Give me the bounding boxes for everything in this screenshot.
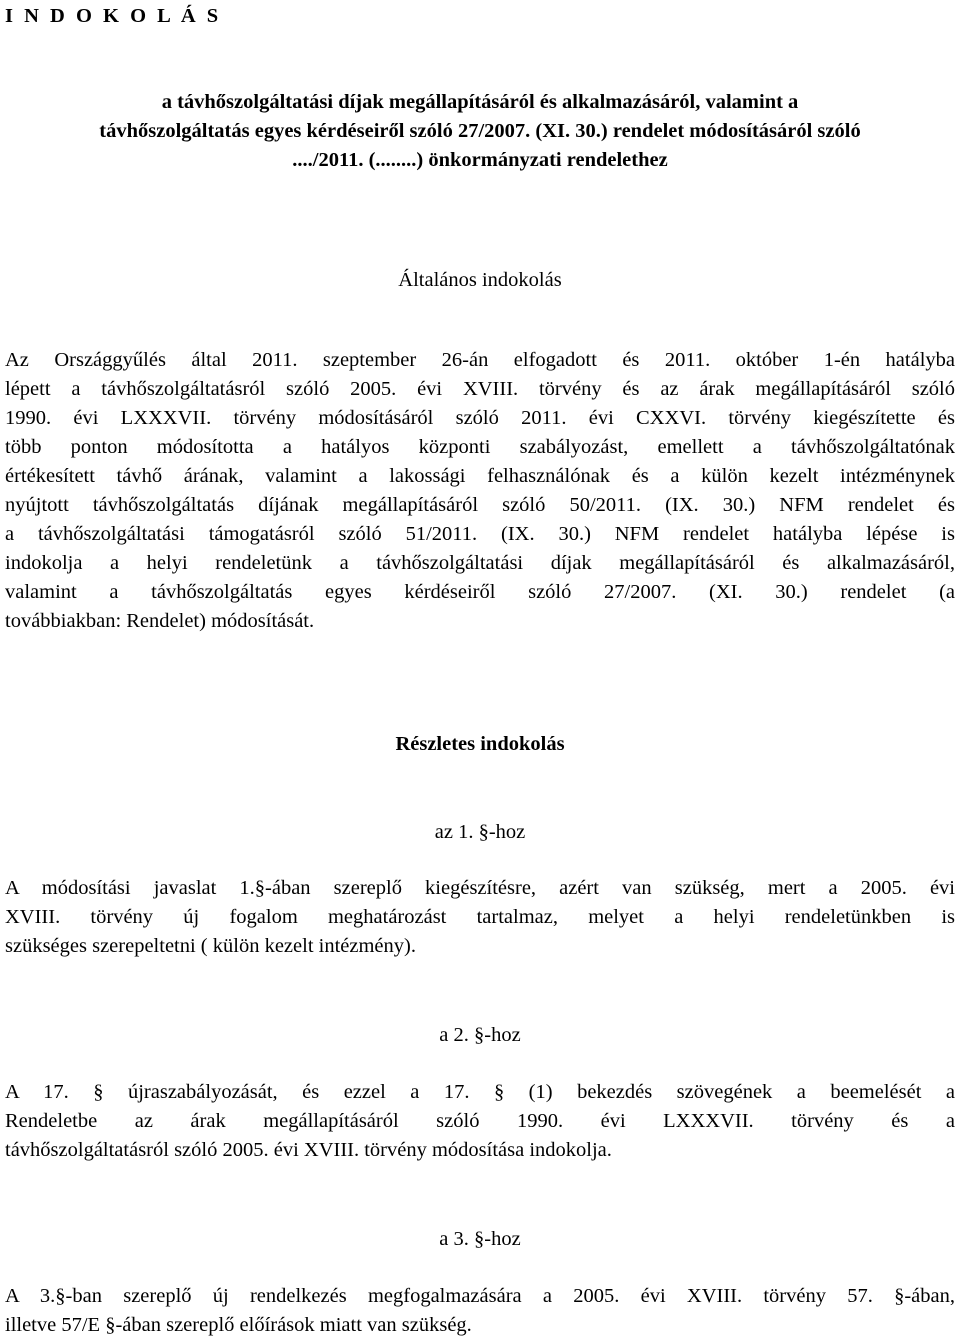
section-1-line: A módosítási javaslat 1.§-ában szereplő kiegészítésre, azért van szükség, mert a 2005. évi xyxy=(5,877,955,899)
general-paragraph-line: indokolja a helyi rendeletünk a távhőszolgáltatási díjak megállapításáról és alkalmazásáról, xyxy=(5,552,955,574)
general-paragraph-line: több ponton módosította a hatályos központi szabályozást, emellett a távhőszolgáltatónak xyxy=(5,436,955,458)
section-3-line: A 3.§-ban szereplő új rendelkezés megfogalmazására a 2005. évi XVIII. törvény 57. §-ában, xyxy=(5,1285,955,1307)
section-2-line: Rendeletbe az árak megállapításáról szóló 1990. évi LXXXVII. törvény és a xyxy=(5,1110,955,1132)
general-paragraph-line: értékesített távhő árának, valamint a lakossági felhasználónak és a külön kezelt intézménynek xyxy=(5,465,955,487)
document-title: I N D O K O L Á S xyxy=(5,5,222,27)
general-paragraph-line: 1990. évi LXXXVII. törvény módosításáról szóló 2011. évi CXXVI. törvény kiegészítette és xyxy=(5,407,955,429)
general-paragraph-line: a távhőszolgáltatási támogatásról szóló 51/2011. (IX. 30.) NFM rendelet hatályba lépése is xyxy=(5,523,955,545)
section-2-line: távhőszolgáltatásról szóló 2005. évi XVIII. törvény módosítása indokolja. xyxy=(5,1139,612,1161)
section-2-label: a 2. §-hoz xyxy=(439,1024,521,1046)
general-paragraph-line: lépett a távhőszolgáltatásról szóló 2005. évi XVIII. törvény és az árak megállapításáról szóló xyxy=(5,378,955,400)
section-1-line: XVIII. törvény új fogalom meghatározást tartalmaz, melyet a helyi rendeletünkben is xyxy=(5,906,955,928)
general-heading: Általános indokolás xyxy=(398,269,562,291)
section-1-label: az 1. §-hoz xyxy=(434,821,526,843)
general-paragraph-line: valamint a távhőszolgáltatás egyes kérdéseiről szóló 27/2007. (XI. 30.) rendelet (a xyxy=(5,581,955,603)
section-3-label: a 3. §-hoz xyxy=(439,1228,521,1250)
subtitle-line-3: ..../2011. (........) önkormányzati rendelethez xyxy=(292,149,668,171)
subtitle-line-2: távhőszolgáltatás egyes kérdéseiről szóló 27/2007. (XI. 30.) rendelet módosításáról szóló xyxy=(99,120,861,142)
section-2-line: A 17. § újraszabályozását, és ezzel a 17. § (1) bekezdés szövegének a beemelését a xyxy=(5,1081,955,1103)
general-paragraph-line: továbbiakban: Rendelet) módosítását. xyxy=(5,610,315,632)
subtitle-line-1: a távhőszolgáltatási díjak megállapításáról és alkalmazásáról, valamint a xyxy=(161,91,799,113)
general-paragraph-line: nyújtott távhőszolgáltatás díjának megállapításáról szóló 50/2011. (IX. 30.) NFM rendelet és xyxy=(5,494,955,516)
detailed-heading: Részletes indokolás xyxy=(395,733,565,755)
section-3-line: illetve 57/E §-ában szereplő előírások miatt van szükség. xyxy=(5,1314,472,1336)
section-1-line: szükséges szerepeltetni ( külön kezelt intézmény). xyxy=(5,935,416,957)
general-paragraph-line: Az Országgyűlés által 2011. szeptember 26-án elfogadott és 2011. október 1-én hatályba xyxy=(5,349,955,371)
